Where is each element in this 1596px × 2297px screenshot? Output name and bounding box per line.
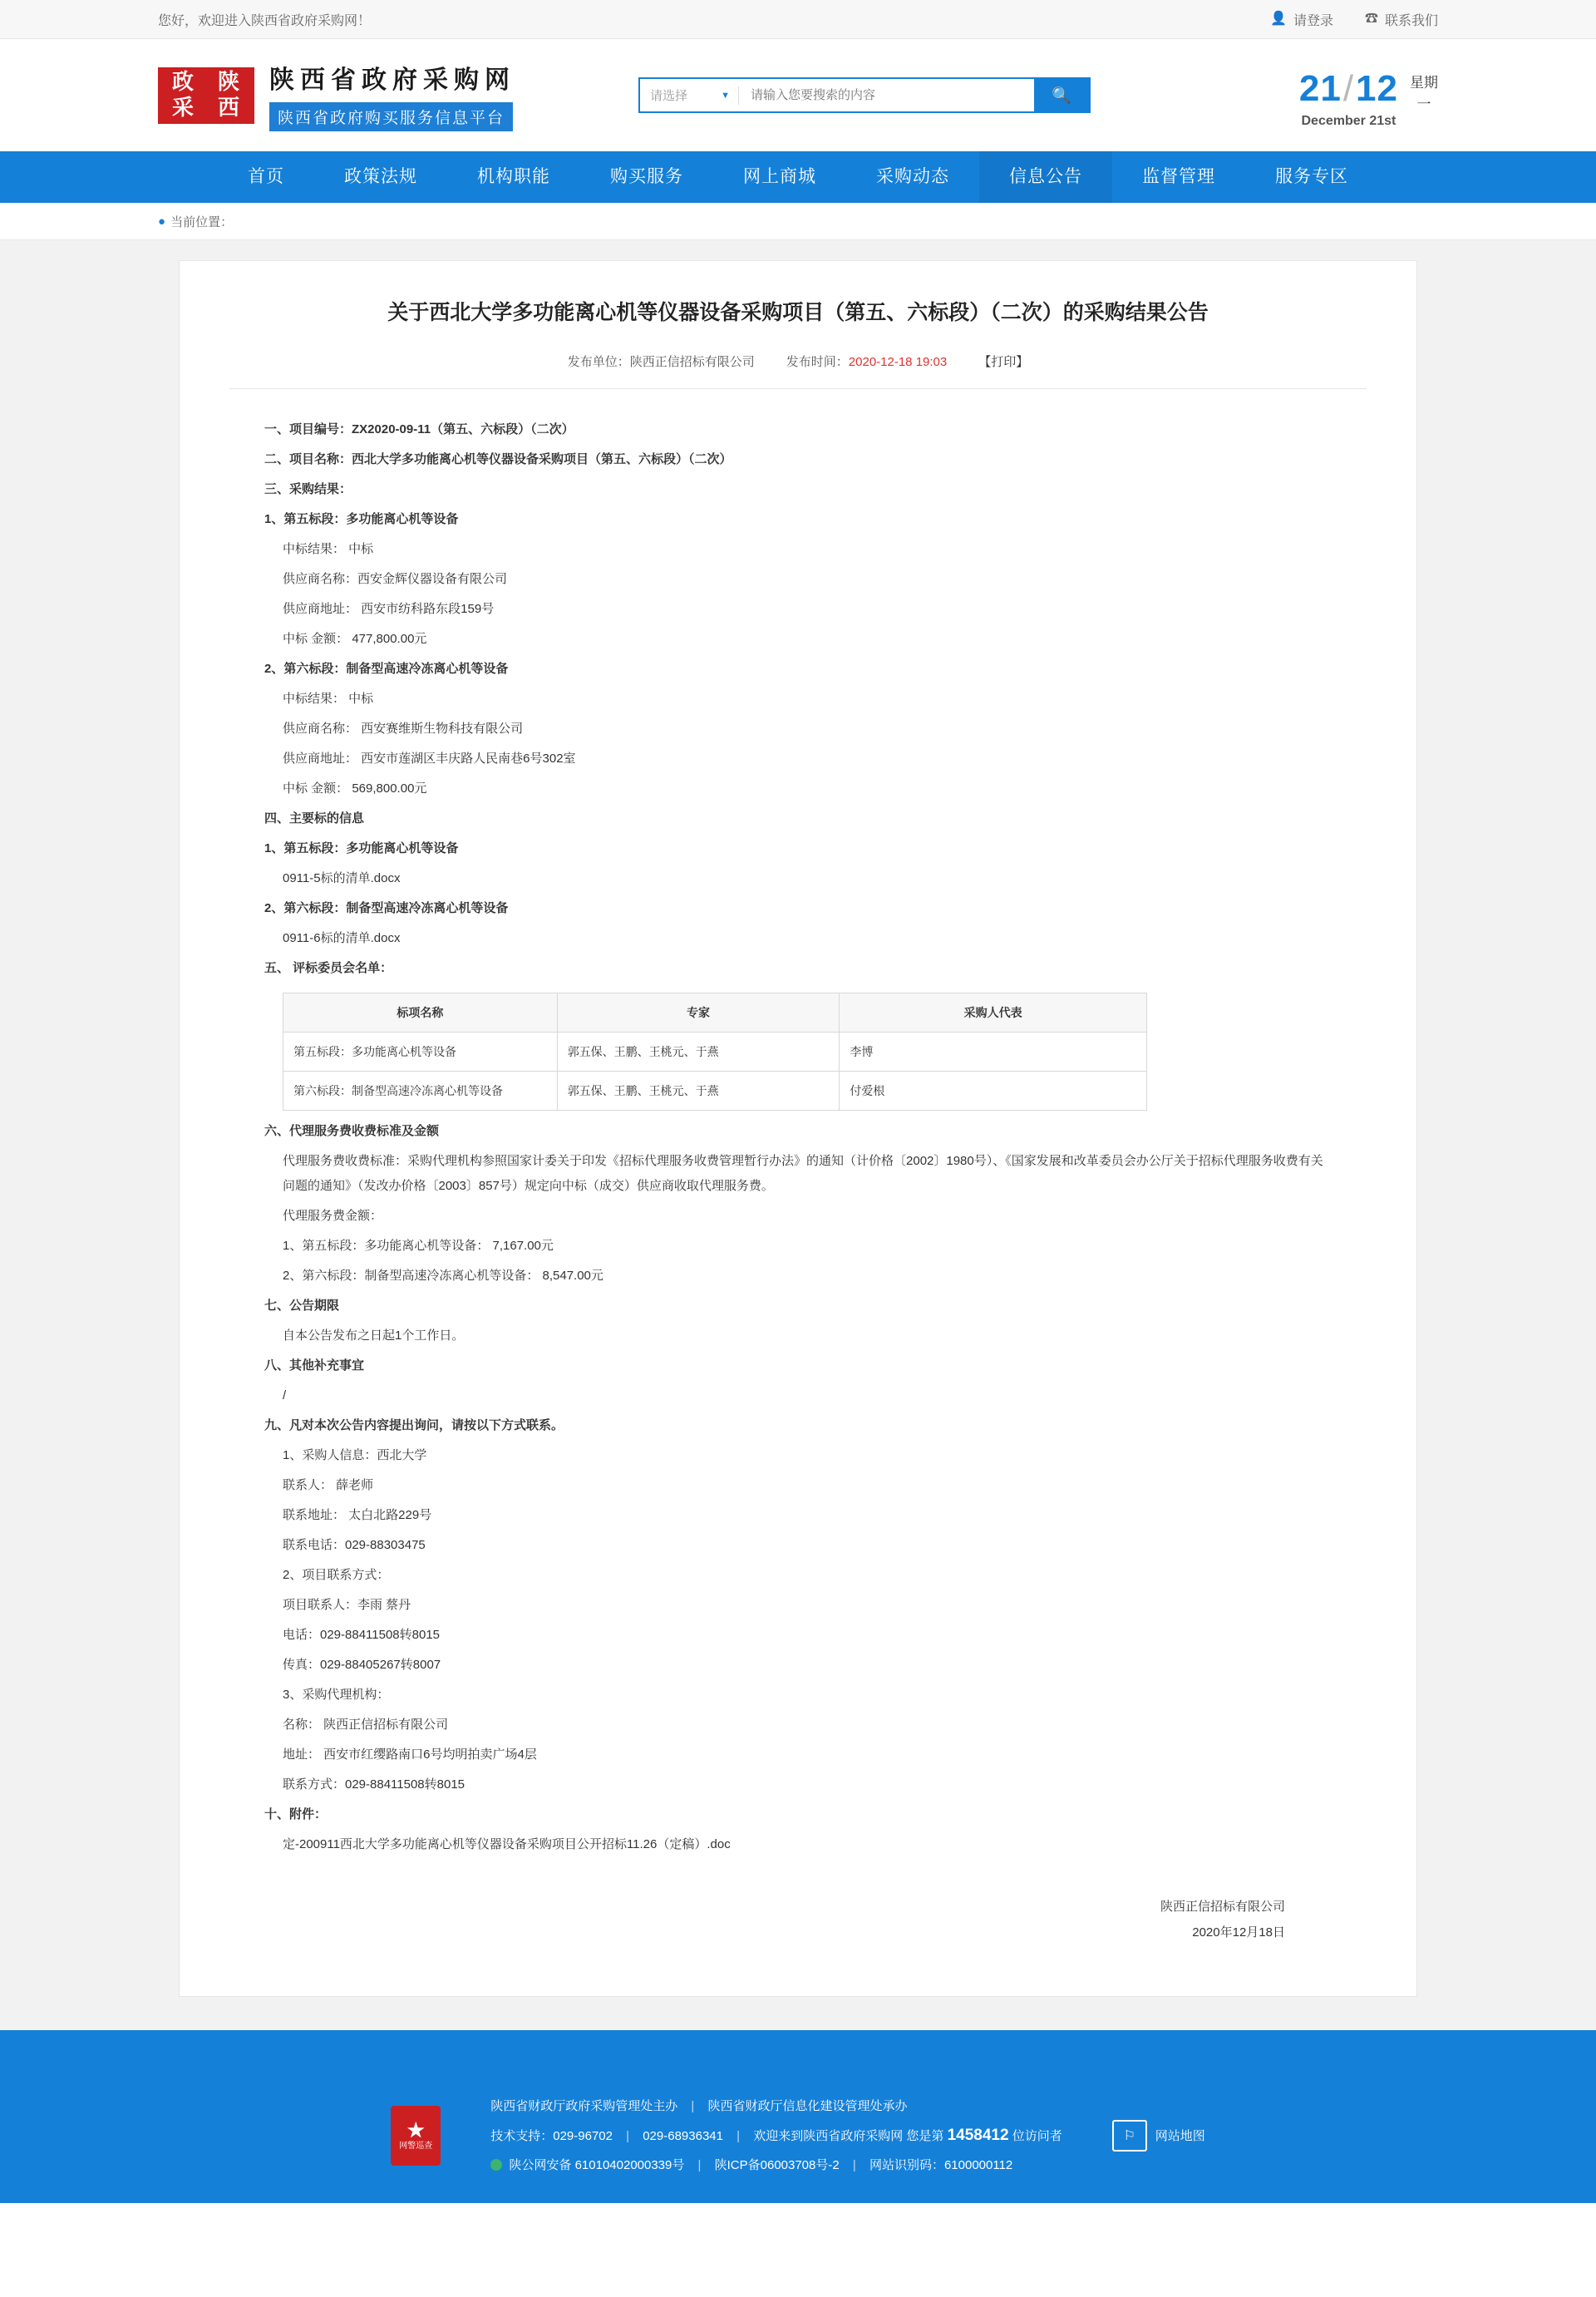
publisher-value: 陕西正信招标有限公司	[629, 354, 755, 369]
section-2-title: 二、项目名称：西北大学多功能离心机等仪器设备采购项目（第五、六标段）（二次）	[264, 451, 732, 466]
section-9-line-9: 3、采购代理机构：	[283, 1687, 390, 1702]
footer-support-1: 技术支持：029-96702	[490, 2129, 613, 2143]
site-title: 陕西省政府采购网	[269, 67, 515, 94]
week-day: 一	[1416, 96, 1431, 113]
article-card	[179, 260, 1417, 1997]
section-4-lot5-title: 1、第五标段：多功能离心机等设备	[264, 840, 459, 855]
top-bar-links	[1270, 10, 1438, 29]
logo-char-3: 采	[171, 96, 195, 121]
site-map-link[interactable]	[1112, 2120, 1205, 2152]
contact-link[interactable]	[1365, 10, 1438, 29]
breadcrumb-label: 当前位置：	[170, 214, 234, 229]
attachment-file-link[interactable]: 定-200911西北大学多功能离心机等仪器设备采购项目公开招标11.26（定稿）.doc	[283, 1836, 731, 1851]
section-9-title: 九、凡对本次公告内容提出询问，请按以下方式联系。	[264, 1417, 564, 1432]
date-numbers	[1298, 68, 1398, 109]
section-9-line-7: 电话：029-88411508转8015	[283, 1627, 441, 1642]
lot5-result: 中标结果： 中标	[283, 541, 374, 556]
lot6-amount: 中标 金额： 569,800.00元	[283, 781, 427, 796]
nav-item-policy[interactable]: 政策法规	[344, 167, 417, 186]
print-button[interactable]: 【打印】	[978, 354, 1029, 369]
site-map-label: 网站地图	[1155, 2129, 1205, 2144]
lot6-supplier: 供应商名称： 西安赛维斯生物科技有限公司	[283, 721, 524, 736]
th-purchaser-rep: 采购人代表	[840, 993, 1147, 1032]
section-4-lot6-file[interactable]: 0911-6标的清单.docx	[283, 930, 401, 945]
login-label: 请登录	[1293, 13, 1333, 28]
footer-site-code: 网站识别码：6100000112	[869, 2157, 1013, 2172]
nav-item-home[interactable]: 首页	[248, 167, 284, 186]
section-9-line-4: 联系电话：029-88303475	[283, 1537, 426, 1552]
section-9-line-12: 联系方式：029-88411508转8015	[283, 1777, 466, 1792]
greeting-text: 您好，欢迎进入陕西省政府采购网！	[158, 13, 372, 28]
signature-date: 2020年12月18日	[1192, 1925, 1285, 1940]
article-content	[229, 417, 1367, 1946]
section-6-paragraph-2: 代理服务费金额：	[283, 1208, 383, 1223]
footer-org-2: 陕西省财政厅信息化建设管理处承办	[707, 2098, 908, 2113]
footer-sep-2: |	[626, 2129, 630, 2143]
footer-org-1: 陕西省财政厅政府采购管理处主办	[490, 2098, 678, 2113]
site-subtitle: 陕西省政府购买服务信息平台	[269, 102, 513, 131]
badge-star-icon: ★	[406, 2119, 426, 2141]
section-9-line-10: 名称： 陕西正信招标有限公司	[283, 1717, 449, 1732]
footer-support-2: 029-68936341	[643, 2129, 723, 2143]
footer-text-block	[490, 2093, 1062, 2179]
nav-item-announcements[interactable]: 信息公告	[979, 151, 1112, 203]
footer-sep-5: |	[852, 2157, 856, 2172]
section-10-title: 十、附件：	[264, 1807, 328, 1821]
date-day-en: 21st	[1369, 114, 1396, 128]
cell-experts: 郭五保、王鹏、王桃元、于燕	[557, 1071, 840, 1110]
top-utility-bar	[0, 0, 1596, 39]
week-label: 星期	[1410, 75, 1438, 91]
footer-visitor-text: 欢迎来到陕西省政府采购网 您是第	[753, 2129, 944, 2143]
lot6-address: 供应商地址： 西安市莲湖区丰庆路人民南巷6号302室	[283, 751, 576, 766]
lot5-amount: 中标 金额： 477,800.00元	[283, 631, 427, 646]
page-body	[0, 240, 1596, 2030]
date-english	[1299, 114, 1398, 129]
footer-line-3	[490, 2152, 1062, 2179]
shield-icon	[490, 2159, 502, 2171]
user-icon: 👤	[1270, 12, 1287, 26]
lot5-title: 1、第五标段：多功能离心机等设备	[264, 511, 459, 526]
table-row	[283, 1032, 1147, 1071]
footer-sep-4: |	[697, 2157, 702, 2172]
section-9-line-11: 地址： 西安市红缨路南口6号均明拍卖广场4层	[283, 1747, 537, 1762]
nav-item-purchase-services[interactable]: 购买服务	[610, 167, 683, 186]
search-category-select[interactable]	[640, 79, 738, 111]
signature-block	[264, 1894, 1332, 1946]
lot5-supplier: 供应商名称：西安金辉仪器设备有限公司	[283, 571, 508, 586]
breadcrumb	[0, 203, 1596, 240]
search-bar	[638, 77, 1091, 113]
signature-company: 陕西正信招标有限公司	[1160, 1899, 1285, 1914]
cell-purchaser-rep: 付爱根	[840, 1071, 1147, 1110]
location-pin-icon: ●	[158, 214, 166, 229]
section-9-line-5: 2、项目联系方式：	[283, 1567, 390, 1582]
section-3-title: 三、采购结果：	[264, 481, 352, 496]
section-8-title: 八、其他补充事宜	[264, 1358, 365, 1373]
cell-experts: 郭五保、王鹏、王桃元、于燕	[557, 1032, 840, 1071]
section-8-paragraph: /	[283, 1388, 287, 1402]
nav-item-supervision[interactable]: 监督管理	[1142, 167, 1215, 186]
section-4-lot5-file[interactable]: 0911-5标的清单.docx	[283, 870, 401, 885]
article-meta	[229, 352, 1367, 370]
section-7-paragraph: 自本公告发布之日起1个工作日。	[283, 1328, 465, 1343]
date-day: 21	[1298, 68, 1342, 109]
police-badge-icon	[391, 2106, 441, 2166]
table-header-row	[283, 993, 1147, 1032]
section-7-title: 七、公告期限	[264, 1298, 340, 1313]
section-9-line-2: 联系人： 薛老师	[283, 1477, 374, 1492]
main-navigation	[0, 151, 1596, 203]
date-widget	[1298, 68, 1438, 129]
phone-icon: ☎	[1364, 12, 1378, 26]
section-9-line-3: 联系地址： 太白北路229号	[283, 1507, 432, 1522]
footer-visitor-suffix: 位访问者	[1012, 2129, 1062, 2143]
site-footer	[0, 2073, 1596, 2204]
section-4-title: 四、主要标的信息	[264, 811, 365, 826]
section-6-title: 六、代理服务费收费标准及金额	[264, 1123, 440, 1138]
login-link[interactable]	[1270, 10, 1333, 29]
section-9-line-6: 项目联系人：李雨 蔡丹	[283, 1597, 411, 1612]
footer-sep-1: |	[691, 2098, 695, 2113]
lot5-address: 供应商地址： 西安市纺科路东段159号	[283, 601, 495, 616]
section-9-line-1: 1、采购人信息：西北大学	[283, 1447, 427, 1462]
search-category-value: 请选择	[650, 89, 688, 103]
nav-item-procurement-news[interactable]: 采购动态	[876, 167, 949, 186]
nav-item-online-mall[interactable]: 网上商城	[743, 167, 816, 186]
logo-char-4: 西	[217, 96, 240, 121]
th-experts: 专家	[557, 993, 840, 1032]
section-6-fee-lot6: 2、第六标段：制备型高速冷冻离心机等设备： 8,547.00元	[283, 1268, 603, 1283]
badge-label: 网警巡查	[399, 2142, 433, 2152]
section-1-title: 一、项目编号：ZX2020-09-11（第五、六标段）（二次）	[264, 421, 574, 436]
section-4-lot6-title: 2、第六标段：制备型高速冷冻离心机等设备	[264, 900, 509, 915]
footer-top-strip	[0, 2030, 1596, 2073]
logo-text-block	[269, 59, 515, 131]
date-main	[1298, 68, 1398, 129]
lot6-result: 中标结果： 中标	[283, 691, 374, 706]
footer-line-1	[490, 2093, 1062, 2120]
nav-item-service-zone[interactable]: 服务专区	[1275, 167, 1348, 186]
date-slash: /	[1342, 68, 1355, 109]
section-6-paragraph-1: 代理服务费收费标准：采购代理机构参照国家计委关于印发《招标代理服务收费管理暂行办法》的通知（计价格〔2002〕1980号）、《国家发展和改革委员会办公厅关于招标代理服务收费有关问题的通知》（发改办价格〔2003〕857号）规定向中标（成交）供应商收取代理服务费。	[283, 1153, 1323, 1193]
search-button[interactable]	[1034, 79, 1089, 111]
page-title: 关于西北大学多功能离心机等仪器设备采购项目（第五、六标段）（二次）的采购结果公告	[387, 301, 1209, 324]
experts-table	[283, 993, 1147, 1111]
site-logo[interactable]	[158, 59, 515, 131]
date-month-en: December	[1301, 114, 1366, 128]
site-header	[0, 39, 1596, 151]
cell-lot-name: 第六标段：制备型高速冷冻离心机等设备	[283, 1071, 558, 1110]
logo-mark-icon	[158, 67, 254, 124]
logo-char-1: 政	[171, 70, 195, 95]
cell-purchaser-rep: 李博	[840, 1032, 1147, 1071]
meta-divider	[229, 388, 1367, 389]
section-6-fee-lot5: 1、第五标段：多功能离心机等设备： 7,167.00元	[283, 1238, 554, 1253]
map-icon: ⚐	[1112, 2120, 1147, 2152]
th-lot-name: 标项名称	[283, 993, 558, 1032]
logo-char-2: 陕	[217, 70, 240, 95]
cell-lot-name: 第五标段：多功能离心机等设备	[283, 1032, 558, 1071]
time-value: 2020-12-18 19:03	[848, 354, 948, 369]
footer-icp[interactable]: 陕ICP备06003708号-2	[714, 2157, 840, 2172]
publisher-block	[568, 352, 755, 370]
section-5-title: 五、 评标委员会名单：	[264, 960, 393, 975]
date-month: 12	[1356, 68, 1398, 109]
footer-line-2	[490, 2119, 1062, 2152]
table-row	[283, 1071, 1147, 1110]
search-icon: 🔍	[1052, 86, 1071, 105]
contact-label: 联系我们	[1384, 13, 1438, 28]
section-9-line-8: 传真：029-88405267转8007	[283, 1657, 441, 1672]
search-input[interactable]	[739, 79, 1034, 111]
lot6-title: 2、第六标段：制备型高速冷冻离心机等设备	[264, 661, 509, 676]
date-weekday	[1410, 71, 1438, 116]
publish-time-block	[786, 352, 947, 370]
footer-sep-3: |	[736, 2129, 741, 2143]
footer-police-record[interactable]: 陕公网安备 61010402000339号	[509, 2157, 685, 2172]
publisher-label: 发布单位：	[567, 354, 630, 369]
nav-item-functions[interactable]: 机构职能	[477, 167, 550, 186]
time-label: 发布时间：	[786, 354, 849, 369]
chevron-down-icon: ▼	[721, 90, 730, 101]
visitor-count: 1458412	[947, 2127, 1009, 2144]
